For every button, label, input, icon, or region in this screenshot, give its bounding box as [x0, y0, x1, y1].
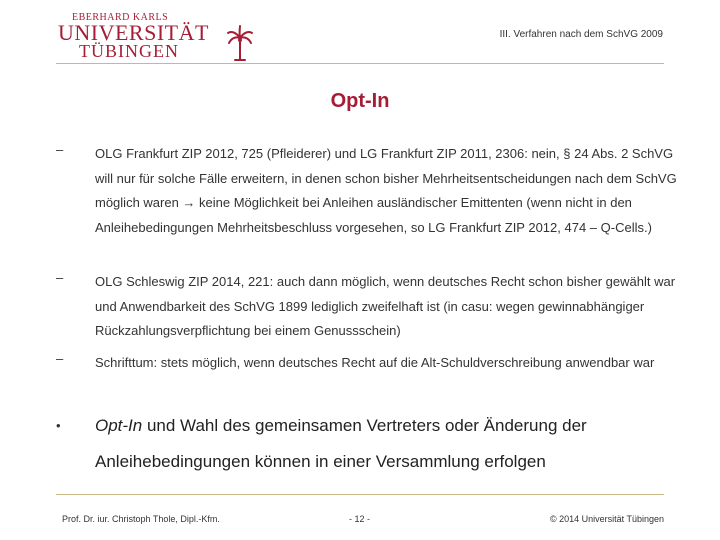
list-item-text [95, 408, 685, 480]
list-item-text-rest: und Wahl des gemeinsamen Vertreters oder Änderung der Anleihebedingungen können in einer Versammlung erfolgen [95, 416, 587, 471]
footer-author: Prof. Dr. iur. Christoph Thole, Dipl.-Kfm. [62, 514, 220, 524]
opt-in-emphasis: Opt-In [95, 416, 143, 435]
section-header: III. Verfahren nach dem SchVG 2009 [499, 29, 663, 40]
list-bullet: • [56, 418, 61, 433]
list-bullet: – [56, 142, 64, 157]
slide-title: Opt-In [330, 90, 390, 112]
list-item-text: OLG Frankfurt ZIP 2012, 725 (Pfleiderer) und LG Frankfurt ZIP 2011, 2306: nein, § 24 Abs. 2 SchVG will nur für solche Fälle erweitern, in denen schon bisher Mehrheitsentscheidungen nach dem SchVG möglich waren → keine Möglichkeit bei Anleihen ausländischer Emittenten (wenn nicht in den Anleihebedingungen Mehrheitsbeschluss vorgesehen, so LG Frankfurt ZIP 2012, 474 – Q-Cells.) [95, 146, 677, 235]
list-item-text: Schrifttum: stets möglich, wenn deutsches Recht auf die Alt-Schuldverschreibung anwendbar war [95, 355, 655, 370]
list-bullet: – [56, 351, 64, 366]
logo-line2: TÜBINGEN [79, 41, 179, 61]
logo-top-text: EBERHARD KARLS [72, 12, 169, 23]
footer-divider [56, 494, 664, 495]
logo-line1: UNIVERSITÄT [58, 20, 209, 45]
list-item-text: OLG Schleswig ZIP 2014, 221: auch dann möglich, wenn deutsches Recht schon bisher gewählt war und Anwendbarkeit des SchVG 1899 lediglich zweifelhaft ist (in casu: wegen gewinnabhängiger Rückzahlungsverpflichtung bei einem Genussschein) [95, 274, 676, 338]
footer-copyright: © 2014 Universität Tübingen [549, 514, 664, 524]
footer-page-number: - 12 - [349, 514, 371, 524]
list-bullet: – [56, 270, 64, 285]
palm-tree-icon [226, 24, 254, 62]
header-divider [56, 63, 664, 64]
university-logo [56, 12, 209, 61]
